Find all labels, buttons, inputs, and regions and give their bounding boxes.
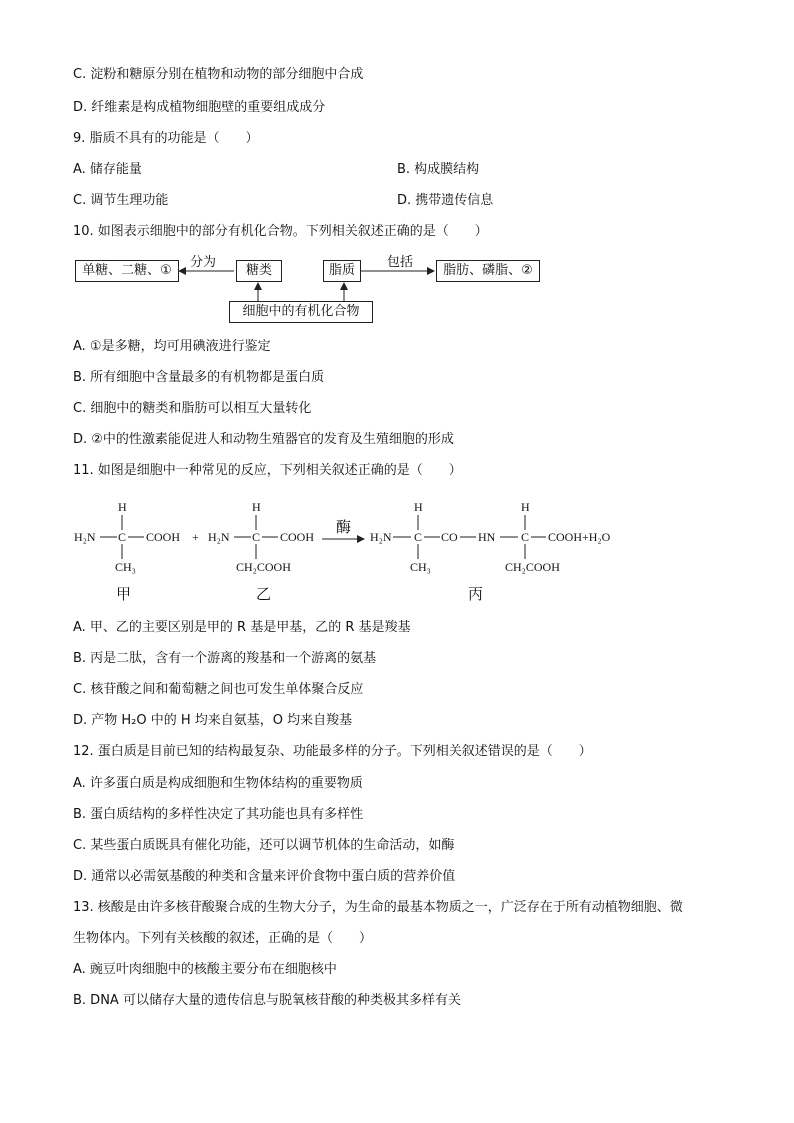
yi-amino: H₂N [208,530,230,544]
q11-option-d: D. 产物 H₂O 中的 H 均来自氨基，O 均来自羧基 [73,713,353,728]
q8-option-d: D. 纤维素是构成植物细胞壁的重要组成成分 [73,100,326,115]
bing-h2: H [521,500,530,514]
q12-stem: 12. 蛋白质是目前已知的结构最复杂、功能最多样的分子。下列相关叙述错误的是（ ） [73,744,592,759]
q12-option-a: A. 许多蛋白质是构成细胞和生物体结构的重要物质 [73,776,363,791]
q11-option-b: B. 丙是二肽，含有一个游离的羧基和一个游离的氨基 [73,651,377,666]
q12-option-d: D. 通常以必需氨基酸的种类和含量来评价食物中蛋白质的营养价值 [73,869,456,884]
q10-stem: 10. 如图表示细胞中的部分有机化合物。下列相关叙述正确的是（ ） [73,224,488,239]
label-jia: 甲 [116,585,132,603]
q10-option-a: A. ①是多糖，均可用碘液进行鉴定 [73,339,271,354]
q11-option-a: A. 甲、乙的主要区别是甲的 R 基是甲基，乙的 R 基是羧基 [73,620,411,635]
q12-option-b: B. 蛋白质结构的多样性决定了其功能也具有多样性 [73,807,364,822]
q10-option-d: D. ②中的性激素能促进人和动物生殖器官的发育及生殖细胞的形成 [73,432,454,447]
q13-option-b: B. DNA 可以储存大量的遗传信息与脱氧核苷酸的种类极其多样有关 [73,993,461,1008]
yi-c: C [252,530,261,544]
box-organic-compounds: 细胞中的有机化合物 [229,301,373,323]
label-baokuo: 包括 [387,255,414,270]
bing-h1: H [414,500,423,514]
box-lipid: 脂质 [323,260,361,282]
q11-stem: 11. 如图是细胞中一种常见的反应，下列相关叙述正确的是（ ） [73,463,462,478]
q13-stem-line1: 13. 核酸是由许多核苷酸聚合成的生物大分子，为生命的最基本物质之一，广泛存在于所有动植物细胞、微 [73,900,683,915]
q9-option-a: A. 储存能量 [73,162,142,177]
jia-methyl: CH₃ [115,560,136,574]
jia-c: C [118,530,127,544]
bing-amino: H₂N [370,530,392,544]
yi-side-chain: CH₂COOH [236,560,291,574]
q10-option-c: C. 细胞中的糖类和脂肪可以相互大量转化 [73,401,312,416]
q11-option-c: C. 核苷酸之间和葡萄糖之间也可发生单体聚合反应 [73,682,364,697]
box-lipid-types: 脂肪、磷脂、② [436,260,540,282]
label-bing: 丙 [468,585,484,603]
q13-option-a: A. 豌豆叶肉细胞中的核酸主要分布在细胞核中 [73,962,337,977]
yi-carboxyl: COOH [280,530,315,544]
label-yi: 乙 [256,585,272,603]
jia-carboxyl: COOH [146,530,181,544]
q9-option-b: B. 构成膜结构 [397,162,480,177]
q8-option-c: C. 淀粉和糖原分别在植物和动物的部分细胞中合成 [73,67,364,82]
plus-sign: + [192,530,199,544]
q13-stem-line2: 生物体内。下列有关核酸的叙述，正确的是（ ） [73,931,373,946]
bing-carboxyl-water: COOH+H₂O [548,530,611,544]
enzyme-label: 酶 [336,518,352,536]
q10-option-b: B. 所有细胞中含量最多的有机物都是蛋白质 [73,370,325,385]
q12-option-c: C. 某些蛋白质既具有催化功能，还可以调节机体的生命活动，如酶 [73,838,455,853]
yi-h: H [252,500,261,514]
bing-co: CO [441,530,458,544]
jia-amino: H₂N [74,530,96,544]
q9-option-c: C. 调节生理功能 [73,193,169,208]
q9-option-d: D. 携带遗传信息 [397,193,494,208]
bing-c2: C [521,530,530,544]
box-sugar: 糖类 [236,260,282,282]
bing-methyl: CH₃ [410,560,431,574]
label-fenwei: 分为 [190,255,217,270]
bing-hn: HN [478,530,496,544]
bing-side-chain: CH₂COOH [505,560,560,574]
jia-h: H [118,500,127,514]
box-sugar-types: 单糖、二糖、① [75,260,179,282]
bing-c1: C [414,530,423,544]
q9-stem: 9. 脂质不具有的功能是（ ） [73,131,259,146]
